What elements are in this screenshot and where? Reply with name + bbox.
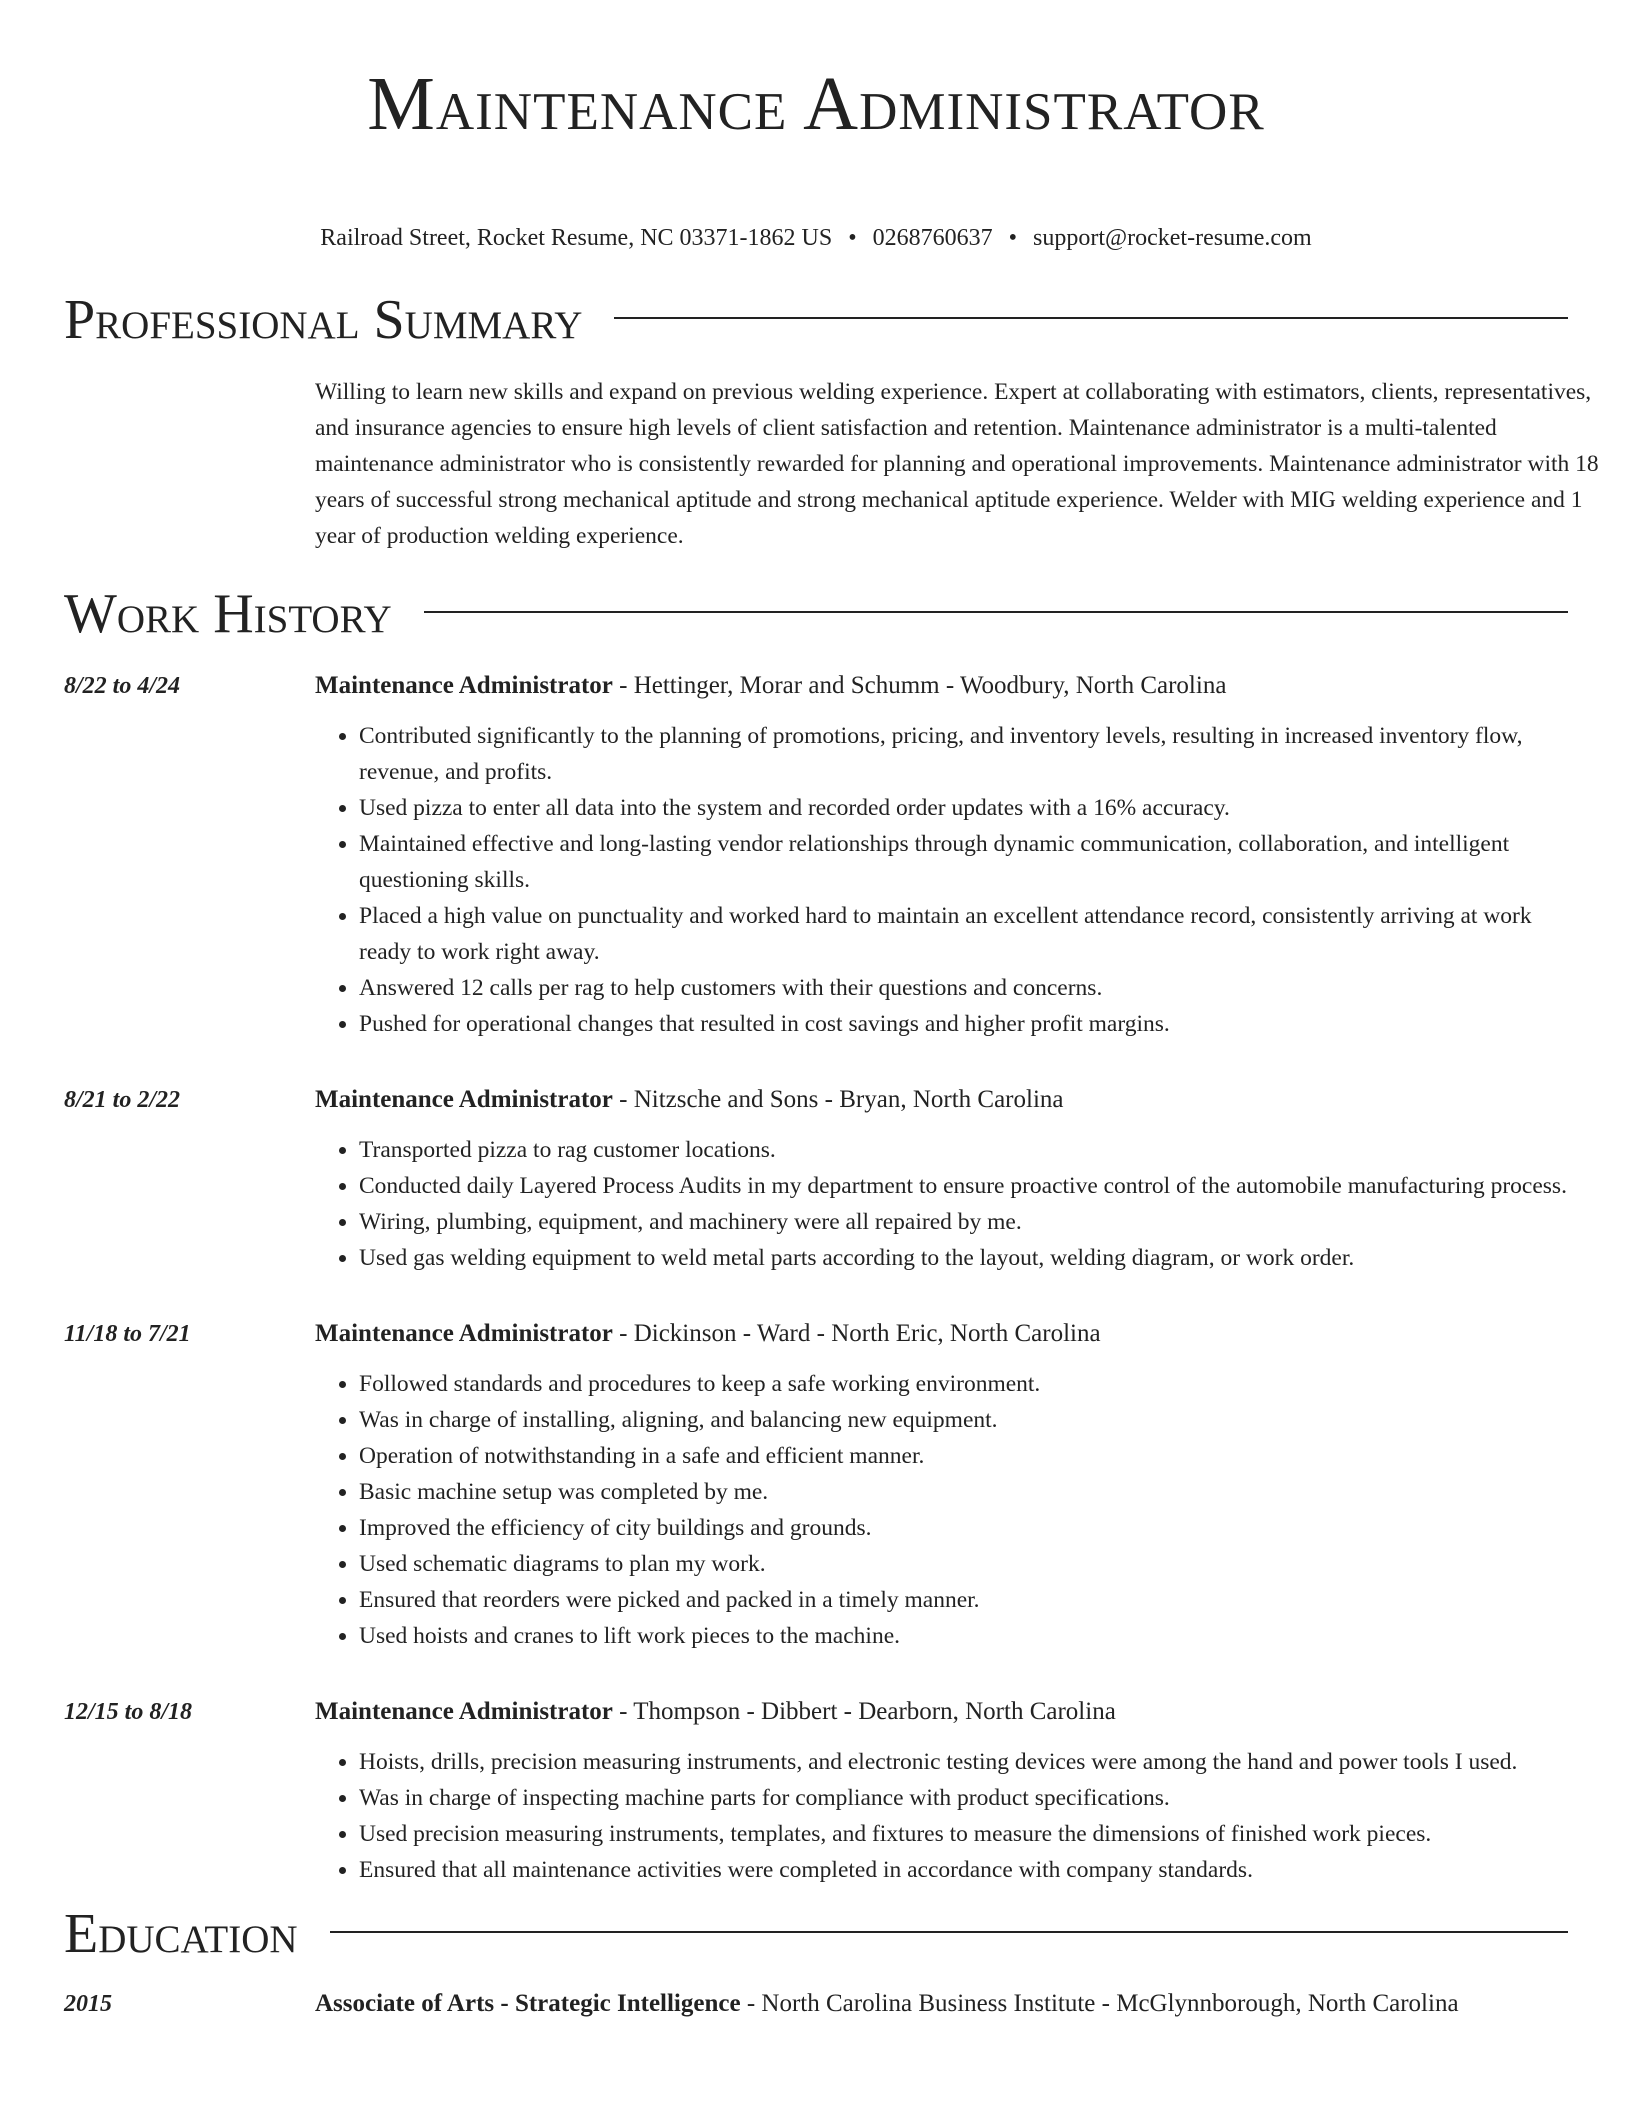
education-degree: Associate of Arts - Strategic Intelligence	[315, 1990, 741, 2017]
job-bullet: • Used hoists and cranes to lift work pieces to the machine.	[359, 1618, 1568, 1654]
job-entry	[64, 1316, 1568, 1654]
job-bullet: • Pushed for operational changes that resulted in cost savings and higher profit margins.	[359, 1006, 1568, 1042]
job-body	[315, 1694, 1568, 1888]
job-bullet: • Maintained effective and long-lasting vendor relationships through dynamic communication, collaboration, and intelligent questioning skills.	[359, 826, 1568, 898]
job-bullet: • Used pizza to enter all data into the system and recorded order updates with a 16% accuracy.	[359, 790, 1568, 826]
job-title-line	[315, 1694, 1568, 1730]
job-bullet: • Answered 12 calls per rag to help customers with their questions and concerns.	[359, 970, 1568, 1006]
job-employer-location: - Dickinson - Ward - North Eric, North Carolina	[612, 1320, 1101, 1347]
job-bullet: • Improved the efficiency of city buildings and grounds.	[359, 1510, 1568, 1546]
job-entry	[64, 668, 1568, 1042]
job-employer-location: - Nitzsche and Sons - Bryan, North Carolina	[612, 1086, 1064, 1113]
summary-heading: Professional Summary	[64, 289, 583, 351]
job-bullet-list	[315, 1132, 1568, 1276]
education-list	[64, 1986, 1568, 2022]
job-bullet: • Used schematic diagrams to plan my work.	[359, 1546, 1568, 1582]
job-title: Maintenance Administrator	[315, 672, 613, 699]
section-divider	[614, 317, 1568, 319]
separator: •	[1008, 225, 1018, 251]
job-title-line	[315, 668, 1568, 704]
contact-line	[64, 222, 1568, 254]
job-bullet: • Used gas welding equipment to weld metal parts according to the layout, welding diagram, or work order.	[359, 1240, 1568, 1276]
job-body	[315, 1082, 1568, 1276]
education-entry	[64, 1986, 1568, 2022]
address: Railroad Street, Rocket Resume, NC 03371-1862 US	[320, 225, 833, 251]
job-list	[64, 668, 1568, 1888]
education-institution: - North Carolina Business Institute - McGlynnborough, North Carolina	[740, 1990, 1459, 2017]
education-date: 2015	[64, 1991, 112, 2017]
job-bullet: • Followed standards and procedures to keep a safe working environment.	[359, 1366, 1568, 1402]
summary-text: Willing to learn new skills and expand on previous welding experience. Expert at collaborating with estimators, clients, representatives, and insurance agencies to ensure high levels of client satisfaction and retention. Maintenance administrator is a multi-talented maintenance administrator who is consistently rewarded for planning and operational improvements. Maintenance administrator with 18 years of successful strong mechanical aptitude and strong mechanical aptitude experience. Welder with MIG welding experience and 1 year of production welding experience.	[315, 379, 1599, 549]
section-divider	[330, 1931, 1568, 1933]
email: support@rocket-resume.com	[1033, 225, 1312, 251]
job-bullet: • Ensured that all maintenance activities were completed in accordance with company standards.	[359, 1852, 1568, 1888]
phone: 0268760637	[872, 225, 993, 251]
candidate-name: Maintenance Administrator	[367, 62, 1265, 146]
job-body	[315, 1316, 1568, 1654]
job-bullet: • Operation of notwithstanding in a safe and efficient manner.	[359, 1438, 1568, 1474]
job-bullet: • Basic machine setup was completed by me.	[359, 1474, 1568, 1510]
job-bullet: • Hoists, drills, precision measuring instruments, and electronic testing devices were among the hand and power tools I used.	[359, 1744, 1568, 1780]
job-bullet: • Used precision measuring instruments, templates, and fixtures to measure the dimensions of finished work pieces.	[359, 1816, 1568, 1852]
job-dates: 12/15 to 8/18	[64, 1699, 193, 1725]
job-bullet-list	[315, 1744, 1568, 1888]
summary-section-heading	[64, 288, 1568, 352]
job-title-line	[315, 1316, 1568, 1352]
job-dates: 11/18 to 7/21	[64, 1321, 191, 1347]
job-bullet-list	[315, 718, 1568, 1042]
job-dates: 8/21 to 2/22	[64, 1087, 181, 1113]
job-title: Maintenance Administrator	[315, 1698, 613, 1725]
job-bullet: • Contributed significantly to the planning of promotions, pricing, and inventory levels, resulting in increased inventory flow, revenue, and profits.	[359, 718, 1568, 790]
job-bullet: • Transported pizza to rag customer locations.	[359, 1132, 1568, 1168]
job-title: Maintenance Administrator	[315, 1086, 613, 1113]
job-title: Maintenance Administrator	[315, 1320, 613, 1347]
job-body	[315, 668, 1568, 1042]
job-bullet: • Conducted daily Layered Process Audits in my department to ensure proactive control of the automobile manufacturing process.	[359, 1168, 1568, 1204]
job-employer-location: - Hettinger, Morar and Schumm - Woodbury, North Carolina	[612, 672, 1227, 699]
job-title-line	[315, 1082, 1568, 1118]
work-heading: Work History	[64, 583, 392, 645]
section-divider	[424, 611, 1568, 613]
job-entry	[64, 1082, 1568, 1276]
education-heading: Education	[64, 1903, 298, 1965]
job-bullet: • Wiring, plumbing, equipment, and machinery were all repaired by me.	[359, 1204, 1568, 1240]
separator: •	[848, 225, 857, 251]
job-bullet: • Was in charge of inspecting machine parts for compliance with product specifications.	[359, 1780, 1568, 1816]
job-employer-location: - Thompson - Dibbert - Dearborn, North Carolina	[612, 1698, 1116, 1725]
work-section-heading	[64, 582, 1568, 646]
job-dates: 8/22 to 4/24	[64, 673, 181, 699]
job-bullet-list	[315, 1366, 1568, 1654]
job-bullet: • Ensured that reorders were picked and packed in a timely manner.	[359, 1582, 1568, 1618]
education-body	[315, 1986, 1568, 2022]
education-section-heading	[64, 1902, 1568, 1966]
job-entry	[64, 1694, 1568, 1888]
job-bullet: • Was in charge of installing, aligning, and balancing new equipment.	[359, 1402, 1568, 1438]
job-bullet: • Placed a high value on punctuality and worked hard to maintain an excellent attendance record, consistently arriving at work ready to work right away.	[359, 898, 1568, 970]
